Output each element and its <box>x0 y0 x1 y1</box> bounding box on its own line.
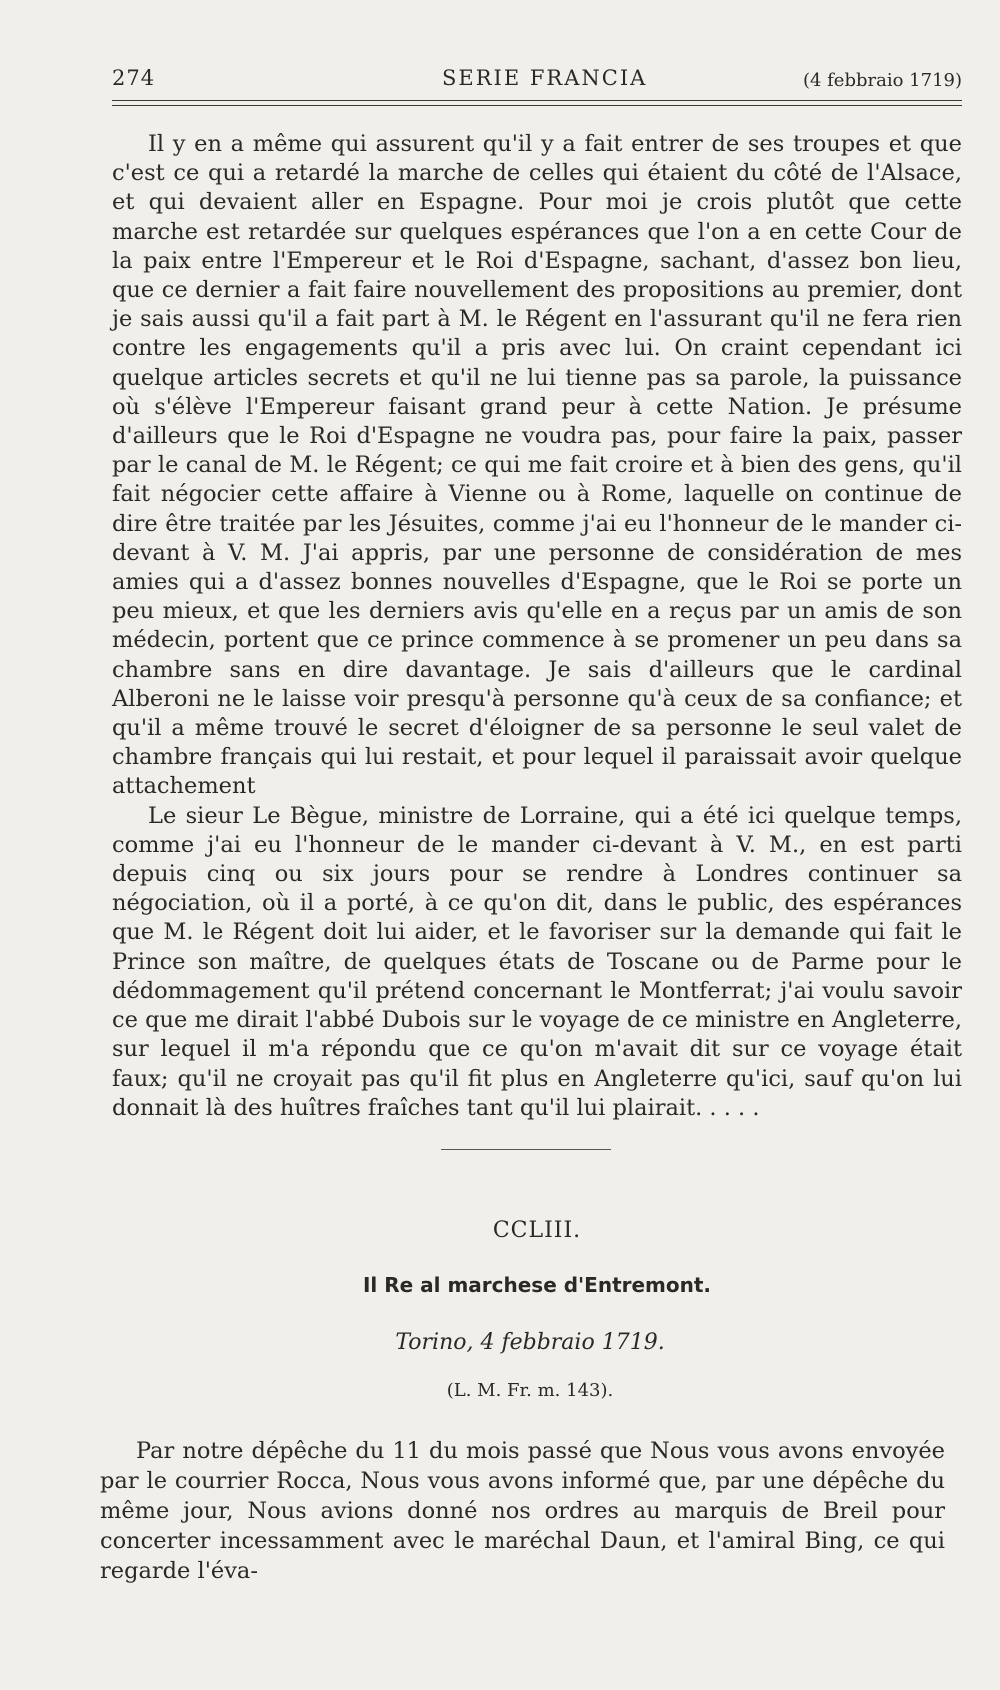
document-number: CCLIII. <box>492 1218 582 1243</box>
running-header <box>112 66 962 100</box>
letter-continuation <box>112 130 962 1123</box>
paragraph: Le sieur Le Bègue, ministre de Lorraine, qui a été ici quelque temps, comme j'ai eu l'honneur de le mander ci-devant à V. M., en est parti depuis cinq ou six jours pour se rendre à Londres continuer sa négociation, où il a porté, à ce qu'on dit, dans le public, des espérances que M. le Régent doit lui aider, et le favoriser sur la demande qui fait le Prince son maître, de quelques états de Toscane ou de Parme pour le dédommagement qu'il prétend concernant le Montferrat; j'ai voulu savoir ce que me dirait l'abbé Dubois sur le voyage de ce ministre en Angleterre, sur lequel il m'a répondu que ce qu'on m'avait dit sur ce voyage était faux; qu'il ne croyait pas qu'il fit plus en Angleterre qu'ici, sauf qu'on lui donnait là des huîtres fraîches tant qu'il lui plairait. . . . . <box>112 802 962 1121</box>
paragraph: Par notre dépêche du 11 du mois passé que Nous vous avons envoyée par le courrier Rocca, Nous vous avons informé que, par une dépêche du même jour, Nous avions donné nos ordres au marquis de Breil pour concerter incessamment avec le maréchal Daun, et l'amiral Bing, ce qui regarde l'éva- <box>100 1438 945 1584</box>
section-separator <box>441 1149 611 1150</box>
paragraph: Il y en a même qui assurent qu'il y a fait entrer de ses troupes et que c'est ce qui a retardé la marche de celles qui étaient du côté de l'Alsace, et qui devaient aller en Espagne. Pour moi je crois plutôt que cette marche est retardée sur quelques espérances que l'on a en cette Cour de la paix entre l'Empereur et le Roi d'Espagne, sachant, d'assez bon lieu, que ce dernier a fait faire nouvellement des propositions au premier, dont je sais aussi qu'il a fait part à M. le Régent en l'assurant qu'il ne fera rien contre les engagements qu'il a pris avec lui. On craint cependant ici quelque articles secrets et qu'il ne lui tienne pas sa parole, la puissance où s'élève l'Empereur faisant grand peur à cette Nation. Je présume d'ailleurs que le Roi d'Espagne ne voudra pas, pour faire la paix, passer par le canal de M. le Régent; ce qui me fait croire et à bien des gens, qu'il fait négocier cette affaire à Vienne ou à Rome, laquelle on continue de dire être traitée par les Jésuites, comme j'ai eu l'honneur de le mander ci-devant à V. M. J'ai appris, par une personne de considération de mes amies qui a d'assez bonnes nouvelles d'Espagne, que le Roi se porte un peu mieux, et que les derniers avis qu'elle en a reçus par un amis de son médecin, portent que ce prince commence à se promener un peu dans sa chambre sans en dire davantage. Je sais d'ailleurs que le cardinal Alberoni ne le laisse voir presqu'à personne qu'à ceux de sa confiance; et qu'il a même trouvé le secret d'éloigner de sa personne le seul valet de chambre français qui lui restait, et pour lequel il paraissait avoir quelque attachement <box>112 131 962 800</box>
series-title: SERIE FRANCIA <box>442 66 648 90</box>
document-place-date: Torino, 4 febbraio 1719. <box>395 1330 665 1355</box>
header-rule <box>112 100 962 101</box>
header-date: (4 febbraio 1719) <box>802 70 962 91</box>
document-title: Il Re al marchese d'Entremont. <box>362 1273 712 1297</box>
page-number: 274 <box>112 66 156 90</box>
header-rule-2 <box>112 105 962 106</box>
document-source: (L. M. Fr. m. 143). <box>446 1380 614 1401</box>
document-body <box>100 1436 945 1586</box>
